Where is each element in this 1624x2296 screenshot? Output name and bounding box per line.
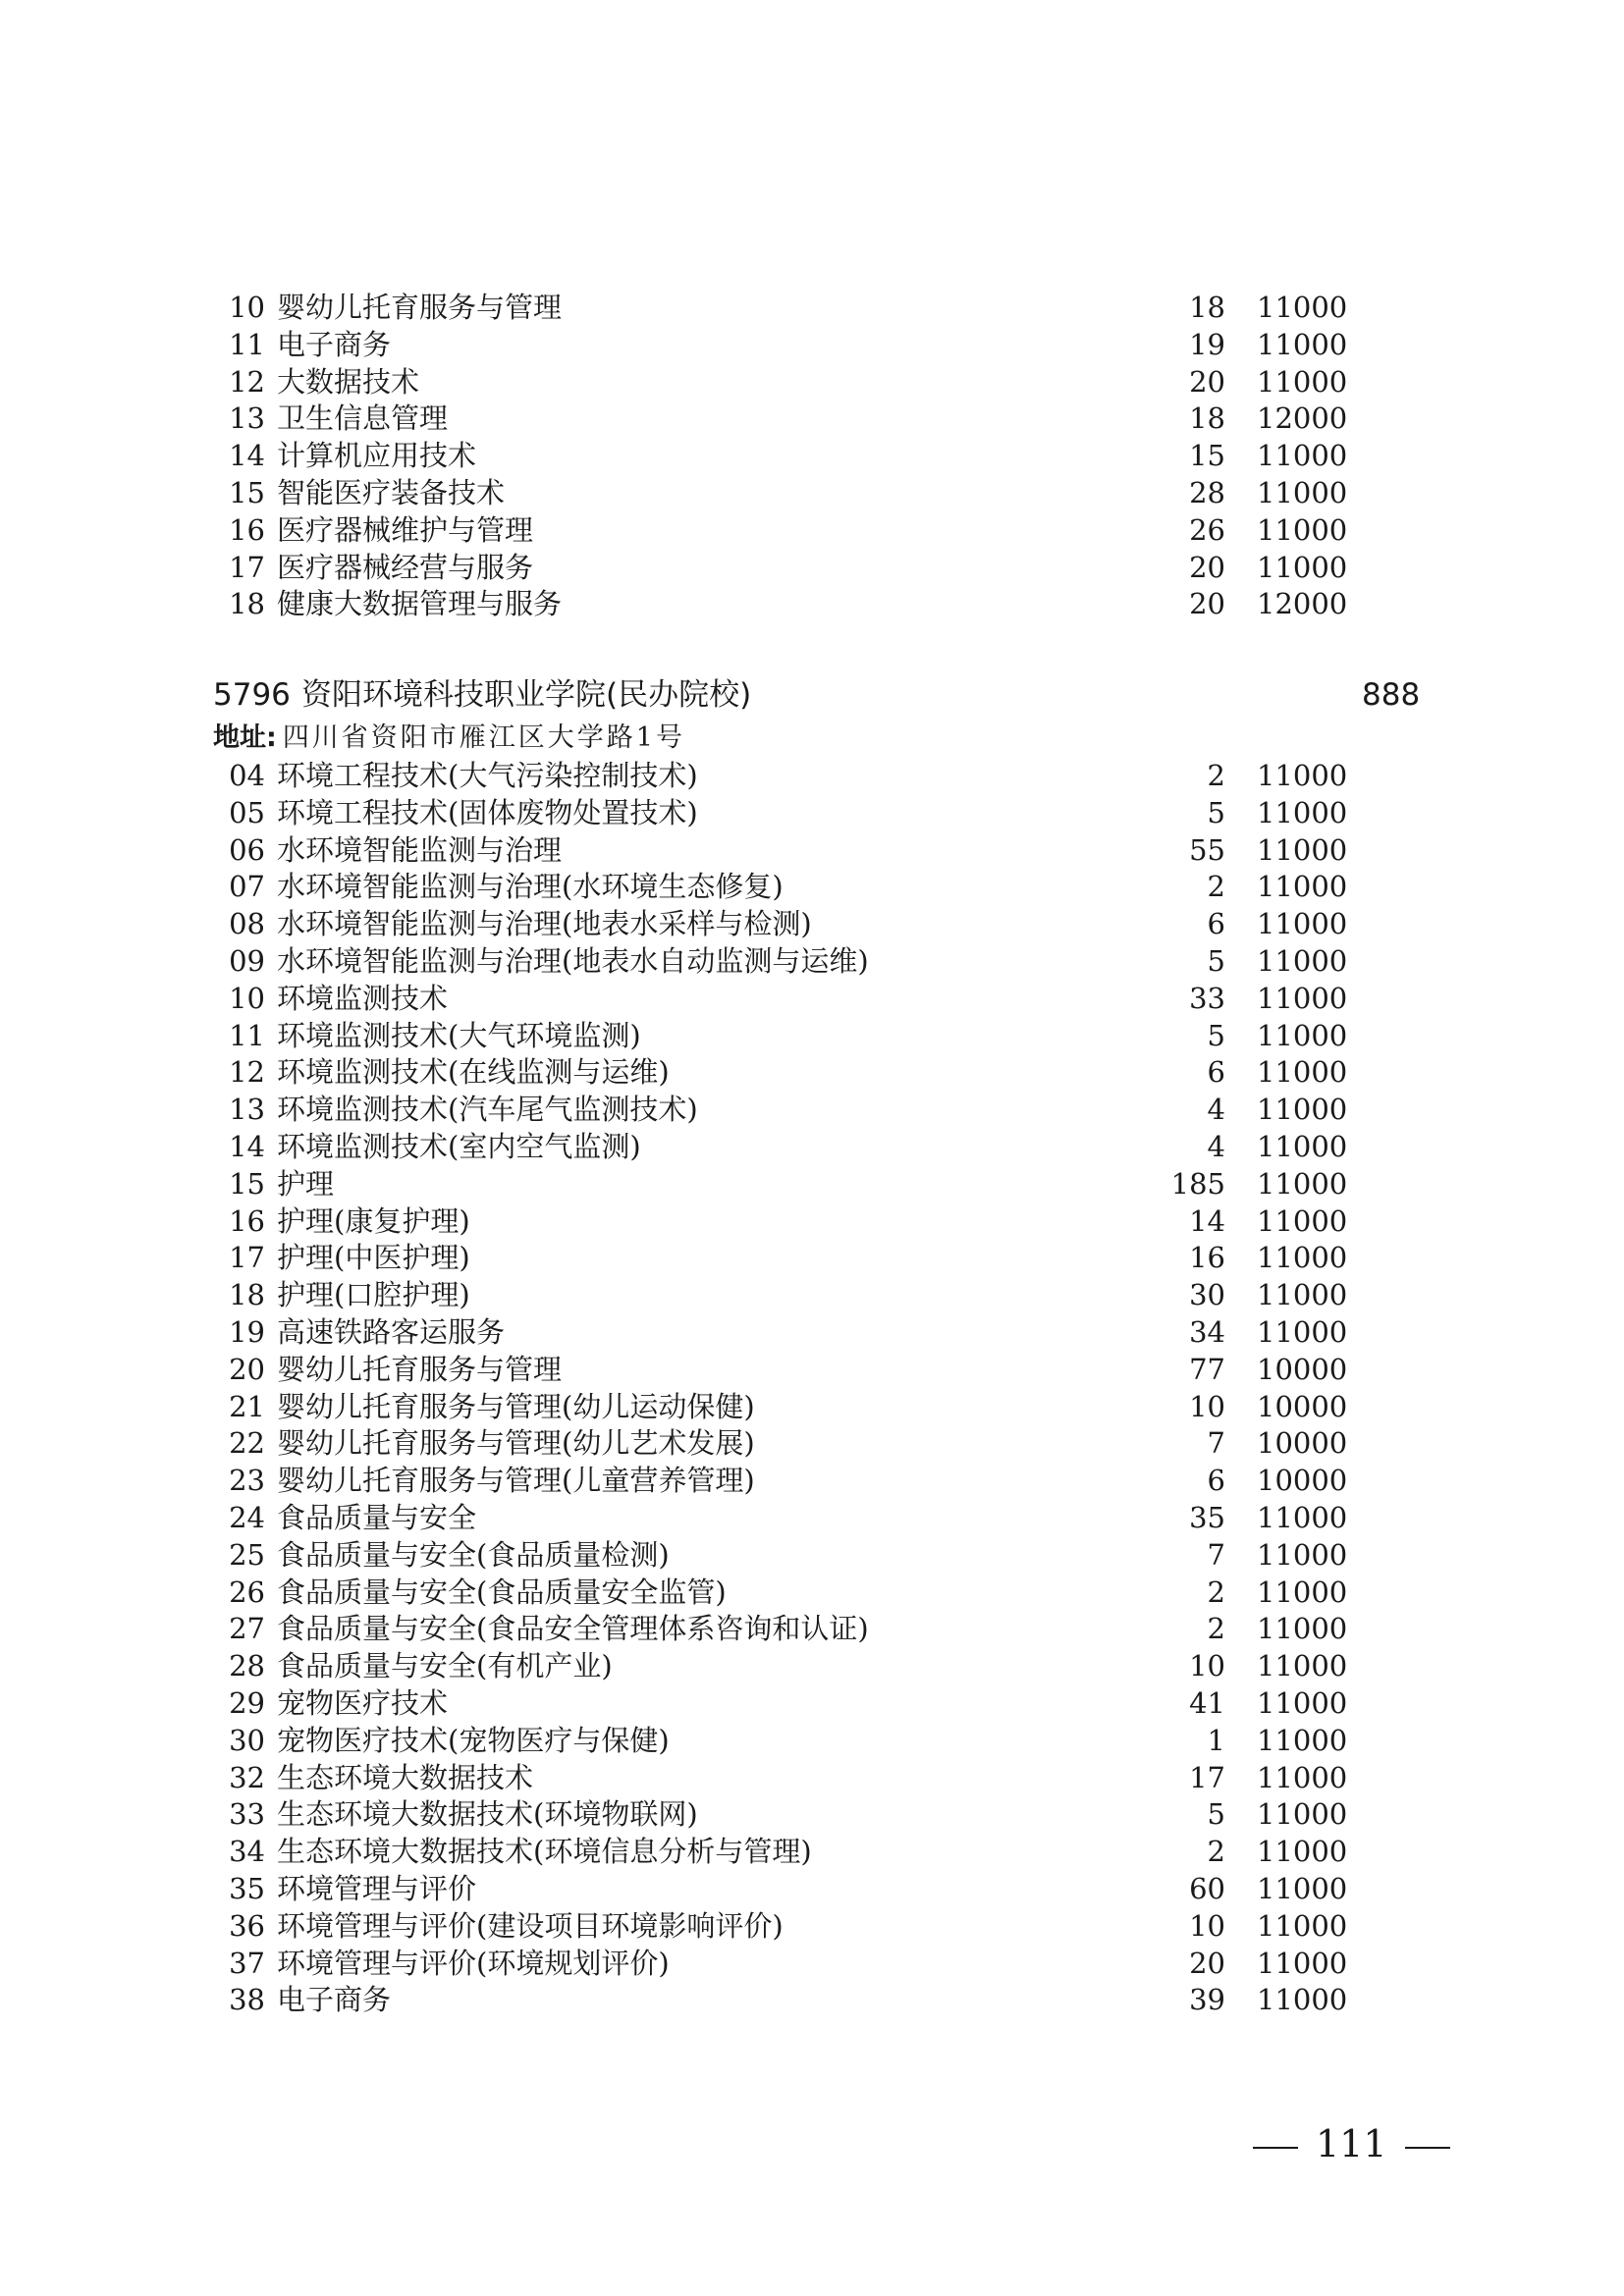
- tuition-fee: 11000: [1257, 832, 1348, 867]
- program-code: 09: [229, 944, 265, 978]
- tuition-fee: 11000: [1257, 1203, 1348, 1238]
- program-name: 护理(口腔护理): [277, 1278, 470, 1312]
- program-name: 环境工程技术(大气污染控制技术): [277, 759, 698, 792]
- page-number: 111: [1316, 2122, 1387, 2165]
- tuition-fee: 11000: [1257, 1315, 1348, 1349]
- program-code: 04: [229, 759, 265, 792]
- program-name: 环境管理与评价(建设项目环境影响评价): [277, 1908, 784, 1943]
- program-name: 环境管理与评价(环境规划评价): [277, 1946, 670, 1980]
- program-code: 12: [229, 1055, 265, 1090]
- program-code: 26: [229, 1575, 265, 1609]
- enrollment-count: 1: [1207, 1723, 1225, 1757]
- school-total: 888: [1362, 677, 1421, 713]
- program-name: 婴幼儿托育服务与管理: [277, 1352, 563, 1386]
- program-name: 环境监测技术(在线监测与运维): [277, 1055, 670, 1090]
- program-row: [0, 1091, 1624, 1128]
- tuition-fee: 10000: [1257, 1352, 1348, 1386]
- program-name: 生态环境大数据技术(环境物联网): [277, 1797, 698, 1832]
- enrollment-count: 2: [1207, 1575, 1225, 1609]
- program-name: 食品质量与安全(食品安全管理体系咨询和认证): [277, 1612, 869, 1646]
- tuition-fee: 11000: [1257, 1723, 1348, 1757]
- tuition-fee: 11000: [1257, 1575, 1348, 1609]
- enrollment-count: 5: [1207, 944, 1225, 978]
- program-code: 23: [229, 1464, 265, 1498]
- enrollment-count: 20: [1189, 550, 1225, 584]
- tuition-fee: 11000: [1257, 1501, 1348, 1534]
- tuition-fee: 11000: [1257, 1093, 1348, 1127]
- program-code: 16: [229, 512, 265, 547]
- page-number-footer: [1253, 2120, 1450, 2167]
- program-code: 18: [229, 1278, 265, 1312]
- enrollment-count: 4: [1207, 1130, 1225, 1163]
- tuition-fee: 11000: [1257, 1612, 1348, 1646]
- program-name: 医疗器械经营与服务: [277, 550, 534, 584]
- address-value: 四川省资阳市雁江区大学路1号: [282, 722, 685, 753]
- address-label: 地址:: [213, 722, 277, 753]
- enrollment-count: 4: [1207, 1093, 1225, 1127]
- page-number-dash-right: [1405, 2147, 1450, 2149]
- tuition-fee: 11000: [1257, 476, 1348, 509]
- program-name: 环境工程技术(固体废物处置技术): [277, 795, 698, 829]
- program-code: 12: [229, 364, 265, 399]
- program-name: 食品质量与安全: [277, 1501, 477, 1534]
- tuition-fee: 11000: [1257, 1278, 1348, 1312]
- program-code: 21: [229, 1389, 265, 1423]
- enrollment-count: 6: [1207, 1055, 1225, 1090]
- program-row: [0, 1276, 1624, 1313]
- program-row: [0, 1795, 1624, 1833]
- enrollment-count: 55: [1189, 832, 1225, 867]
- program-row: [0, 363, 1624, 400]
- enrollment-count: 10: [1189, 1908, 1225, 1943]
- enrollment-count: 10: [1189, 1649, 1225, 1683]
- program-name: 宠物医疗技术: [277, 1686, 449, 1720]
- program-name: 生态环境大数据技术(环境信息分析与管理): [277, 1835, 812, 1869]
- program-name: 环境监测技术(汽车尾气监测技术): [277, 1093, 698, 1127]
- program-code: 36: [229, 1908, 265, 1943]
- enrollment-count: 30: [1189, 1278, 1225, 1312]
- program-row: [0, 1313, 1624, 1351]
- enrollment-count: 20: [1189, 1946, 1225, 1980]
- program-row: [0, 1053, 1624, 1091]
- program-code: 14: [229, 439, 265, 473]
- enrollment-count: 35: [1189, 1501, 1225, 1534]
- program-row: [0, 1759, 1624, 1796]
- program-row: [0, 1945, 1624, 1982]
- tuition-fee: 11000: [1257, 759, 1348, 792]
- program-code: 13: [229, 1093, 265, 1127]
- program-code: 13: [229, 401, 265, 436]
- tuition-fee: 12000: [1257, 401, 1348, 436]
- program-name: 宠物医疗技术(宠物医疗与保健): [277, 1723, 670, 1757]
- enrollment-count: 19: [1189, 327, 1225, 361]
- tuition-fee: 10000: [1257, 1464, 1348, 1498]
- program-row: [0, 868, 1624, 905]
- program-row: [0, 326, 1624, 363]
- program-row: [0, 1833, 1624, 1870]
- program-code: 32: [229, 1760, 265, 1794]
- program-code: 20: [229, 1352, 265, 1386]
- program-row: [0, 757, 1624, 794]
- enrollment-count: 10: [1189, 1389, 1225, 1423]
- program-row: [0, 905, 1624, 942]
- program-row: [0, 1462, 1624, 1499]
- enrollment-count: 5: [1207, 1797, 1225, 1832]
- program-name: 水环境智能监测与治理: [277, 832, 563, 867]
- tuition-fee: 11000: [1257, 291, 1348, 324]
- program-name: 环境监测技术(大气环境监测): [277, 1018, 641, 1052]
- program-code: 19: [229, 1315, 265, 1349]
- tuition-fee: 11000: [1257, 981, 1348, 1015]
- school-header: [213, 673, 1421, 717]
- page-number-dash-left: [1253, 2147, 1298, 2149]
- tuition-fee: 11000: [1257, 1908, 1348, 1943]
- program-row: [0, 1907, 1624, 1945]
- enrollment-count: 20: [1189, 587, 1225, 621]
- program-name: 水环境智能监测与治理(地表水采样与检测): [277, 907, 812, 941]
- enrollment-count: 6: [1207, 1464, 1225, 1498]
- program-row: [0, 1981, 1624, 2018]
- program-name: 电子商务: [277, 1983, 392, 2017]
- program-code: 11: [229, 1018, 265, 1052]
- program-name: 医疗器械维护与管理: [277, 512, 534, 547]
- tuition-fee: 11000: [1257, 439, 1348, 473]
- program-name: 环境监测技术: [277, 981, 449, 1015]
- tuition-fee: 11000: [1257, 1760, 1348, 1794]
- tuition-fee: 11000: [1257, 795, 1348, 829]
- program-code: 27: [229, 1612, 265, 1646]
- program-code: 07: [229, 870, 265, 904]
- tuition-fee: 11000: [1257, 512, 1348, 547]
- program-name: 婴幼儿托育服务与管理(幼儿艺术发展): [277, 1426, 755, 1461]
- tuition-fee: 11000: [1257, 550, 1348, 584]
- program-code: 15: [229, 476, 265, 509]
- program-row: [0, 794, 1624, 831]
- enrollment-count: 39: [1189, 1983, 1225, 2017]
- program-code: 33: [229, 1797, 265, 1832]
- tuition-fee: 11000: [1257, 327, 1348, 361]
- program-row: [0, 1610, 1624, 1647]
- program-code: 29: [229, 1686, 265, 1720]
- tuition-fee: 11000: [1257, 1649, 1348, 1683]
- program-code: 38: [229, 1983, 265, 2017]
- program-row: [0, 1684, 1624, 1722]
- school-name: 资阳环境科技职业学院(民办院校): [301, 677, 752, 713]
- program-code: 22: [229, 1426, 265, 1461]
- program-name: 环境管理与评价: [277, 1872, 477, 1905]
- tuition-fee: 10000: [1257, 1389, 1348, 1423]
- program-code: 17: [229, 1241, 265, 1275]
- program-row: [0, 1722, 1624, 1759]
- program-row: [0, 1239, 1624, 1276]
- program-code: 10: [229, 981, 265, 1015]
- program-name: 婴幼儿托育服务与管理(儿童营养管理): [277, 1464, 755, 1498]
- program-code: 14: [229, 1130, 265, 1163]
- program-name: 卫生信息管理: [277, 401, 449, 436]
- program-row: [0, 400, 1624, 437]
- program-row: [0, 585, 1624, 622]
- program-row: [0, 1202, 1624, 1240]
- program-code: 16: [229, 1203, 265, 1238]
- tuition-fee: 11000: [1257, 1241, 1348, 1275]
- program-name: 环境监测技术(室内空气监测): [277, 1130, 641, 1163]
- enrollment-count: 5: [1207, 1018, 1225, 1052]
- enrollment-count: 6: [1207, 907, 1225, 941]
- program-row: [0, 1128, 1624, 1165]
- program-code: 15: [229, 1166, 265, 1201]
- program-row: [0, 474, 1624, 511]
- enrollment-count: 185: [1170, 1166, 1225, 1201]
- program-row: [0, 549, 1624, 586]
- program-row: [0, 1536, 1624, 1574]
- program-row: [0, 980, 1624, 1017]
- enrollment-count: 34: [1189, 1315, 1225, 1349]
- tuition-fee: 10000: [1257, 1426, 1348, 1461]
- tuition-fee: 11000: [1257, 1055, 1348, 1090]
- program-code: 08: [229, 907, 265, 941]
- program-code: 28: [229, 1649, 265, 1683]
- program-row: [0, 1388, 1624, 1425]
- enrollment-count: 33: [1189, 981, 1225, 1015]
- program-code: 18: [229, 587, 265, 621]
- program-code: 35: [229, 1872, 265, 1905]
- program-name: 护理: [277, 1166, 335, 1201]
- program-row: [0, 942, 1624, 980]
- school-address: [213, 720, 685, 757]
- program-name: 护理(中医护理): [277, 1241, 470, 1275]
- tuition-fee: 12000: [1257, 587, 1348, 621]
- tuition-fee: 11000: [1257, 944, 1348, 978]
- enrollment-count: 15: [1189, 439, 1225, 473]
- enrollment-count: 20: [1189, 364, 1225, 399]
- enrollment-count: 5: [1207, 795, 1225, 829]
- program-name: 生态环境大数据技术: [277, 1760, 534, 1794]
- program-name: 高速铁路客运服务: [277, 1315, 506, 1349]
- program-row: [0, 1647, 1624, 1684]
- program-code: 11: [229, 327, 265, 361]
- program-name: 水环境智能监测与治理(地表水自动监测与运维): [277, 944, 869, 978]
- enrollment-count: 2: [1207, 870, 1225, 904]
- program-name: 水环境智能监测与治理(水环境生态修复): [277, 870, 784, 904]
- enrollment-count: 18: [1189, 291, 1225, 324]
- enrollment-count: 16: [1189, 1241, 1225, 1275]
- tuition-fee: 11000: [1257, 1797, 1348, 1832]
- program-row: [0, 1351, 1624, 1388]
- program-code: 06: [229, 832, 265, 867]
- program-code: 10: [229, 291, 265, 324]
- program-name: 婴幼儿托育服务与管理: [277, 291, 563, 324]
- enrollment-count: 28: [1189, 476, 1225, 509]
- program-row: [0, 511, 1624, 549]
- tuition-fee: 11000: [1257, 870, 1348, 904]
- program-row: [0, 437, 1624, 474]
- program-name: 计算机应用技术: [277, 439, 477, 473]
- program-row: [0, 1870, 1624, 1907]
- program-name: 电子商务: [277, 327, 392, 361]
- program-name: 食品质量与安全(食品质量检测): [277, 1537, 670, 1572]
- tuition-fee: 11000: [1257, 907, 1348, 941]
- tuition-fee: 11000: [1257, 1537, 1348, 1572]
- tuition-fee: 11000: [1257, 1130, 1348, 1163]
- enrollment-count: 2: [1207, 1835, 1225, 1869]
- enrollment-count: 7: [1207, 1426, 1225, 1461]
- program-code: 37: [229, 1946, 265, 1980]
- program-row: [0, 1424, 1624, 1462]
- program-code: 17: [229, 550, 265, 584]
- enrollment-count: 14: [1189, 1203, 1225, 1238]
- program-name: 健康大数据管理与服务: [277, 587, 563, 621]
- program-row: [0, 1017, 1624, 1054]
- enrollment-count: 77: [1189, 1352, 1225, 1386]
- tuition-fee: 11000: [1257, 1018, 1348, 1052]
- program-row: [0, 289, 1624, 326]
- program-code: 05: [229, 795, 265, 829]
- enrollment-count: 7: [1207, 1537, 1225, 1572]
- enrollment-count: 26: [1189, 512, 1225, 547]
- program-name: 智能医疗装备技术: [277, 476, 506, 509]
- tuition-fee: 11000: [1257, 1835, 1348, 1869]
- tuition-fee: 11000: [1257, 364, 1348, 399]
- program-row: [0, 1499, 1624, 1536]
- program-code: 25: [229, 1537, 265, 1572]
- enrollment-count: 41: [1189, 1686, 1225, 1720]
- program-name: 婴幼儿托育服务与管理(幼儿运动保健): [277, 1389, 755, 1423]
- enrollment-count: 17: [1189, 1760, 1225, 1794]
- program-code: 30: [229, 1723, 265, 1757]
- program-name: 大数据技术: [277, 364, 420, 399]
- program-name: 食品质量与安全(食品质量安全监管): [277, 1575, 727, 1609]
- enrollment-count: 2: [1207, 759, 1225, 792]
- school-code: 5796: [213, 677, 291, 713]
- program-name: 护理(康复护理): [277, 1203, 470, 1238]
- program-code: 34: [229, 1835, 265, 1869]
- enrollment-count: 2: [1207, 1612, 1225, 1646]
- tuition-fee: 11000: [1257, 1686, 1348, 1720]
- enrollment-count: 18: [1189, 401, 1225, 436]
- tuition-fee: 11000: [1257, 1983, 1348, 2017]
- tuition-fee: 11000: [1257, 1166, 1348, 1201]
- tuition-fee: 11000: [1257, 1946, 1348, 1980]
- tuition-fee: 11000: [1257, 1872, 1348, 1905]
- program-row: [0, 1574, 1624, 1611]
- program-name: 食品质量与安全(有机产业): [277, 1649, 613, 1683]
- program-row: [0, 1165, 1624, 1202]
- program-code: 24: [229, 1501, 265, 1534]
- enrollment-count: 60: [1189, 1872, 1225, 1905]
- program-row: [0, 831, 1624, 869]
